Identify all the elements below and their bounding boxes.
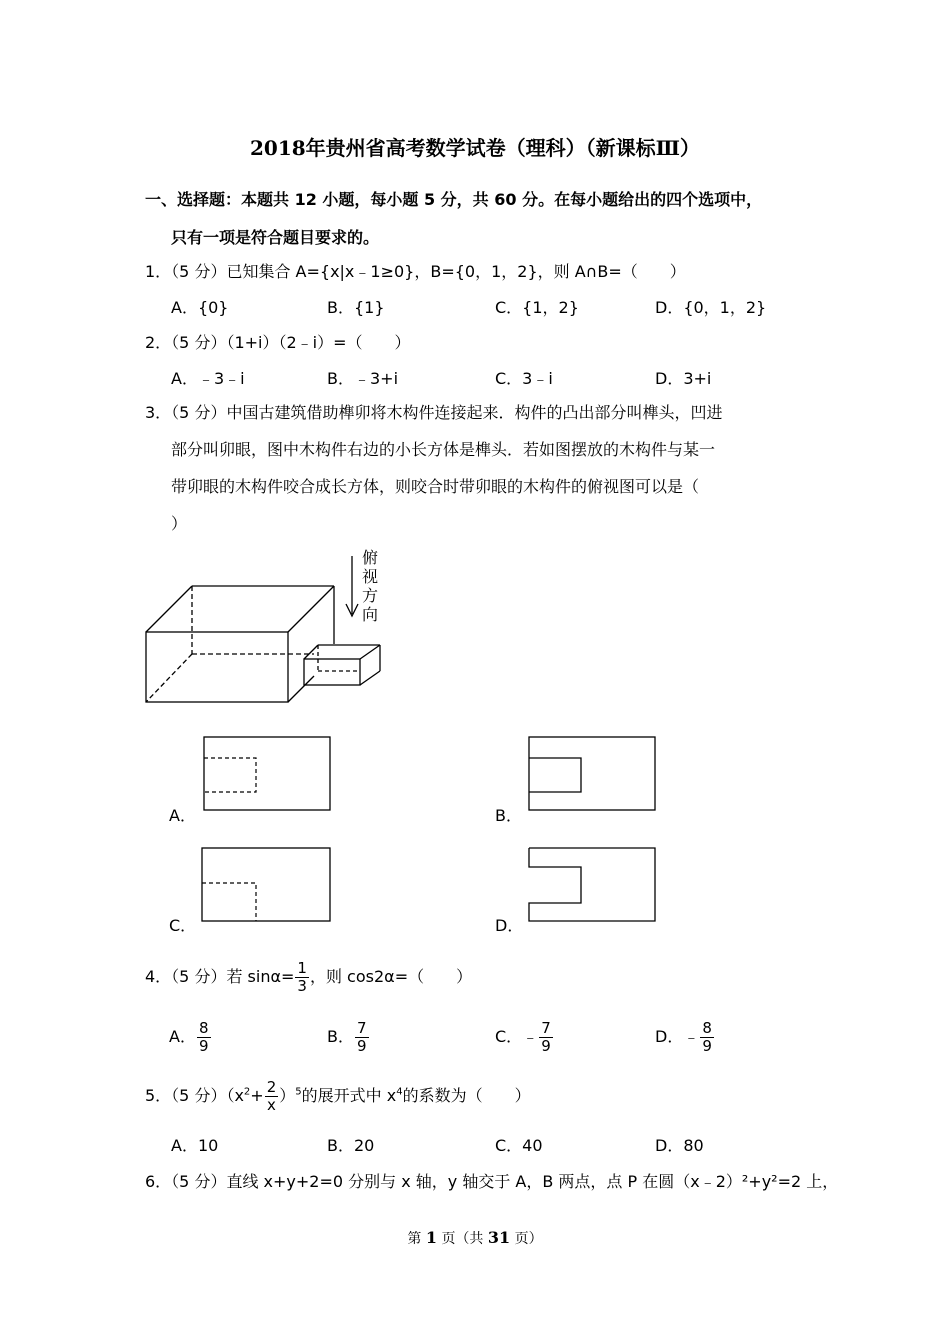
q2-option-a: A．﹣3﹣i <box>171 369 245 388</box>
q5-option-d: D．80 <box>655 1136 704 1155</box>
question-5-stem <box>145 1077 531 1115</box>
footer-mid: 页（共 <box>441 1231 484 1247</box>
q4-frac-den: 3 <box>297 977 307 995</box>
q4-option-c-den: 9 <box>541 1037 551 1055</box>
view-direction-char-1: 俯 <box>362 548 379 567</box>
q3-option-c-figure <box>198 845 334 923</box>
q1-option-d: D．{0，1，2} <box>655 298 767 317</box>
q3-option-a-label: A． <box>169 806 196 825</box>
page-footer <box>0 1228 950 1249</box>
q4-option-b-fraction <box>355 1020 369 1055</box>
q5-stem-pre: 5．（5 分）（x <box>145 1086 244 1105</box>
q4-option-b-num: 7 <box>356 1019 367 1037</box>
q5-plus: + <box>250 1086 264 1105</box>
q5-option-b: B．20 <box>327 1136 375 1155</box>
q3-option-d-label: D． <box>495 916 524 935</box>
q4-option-c <box>495 1018 554 1056</box>
question-3-line4: ） <box>171 514 188 533</box>
q4-option-d-fraction <box>700 1020 714 1055</box>
exam-title: 2018年贵州省高考数学试卷（理科）（新课标Ⅲ） <box>249 136 701 160</box>
q5-option-c: C．40 <box>495 1136 543 1155</box>
q5-frac-num: 2 <box>266 1078 277 1096</box>
q2-option-b: B．﹣3+i <box>327 369 399 388</box>
q4-option-d-den: 9 <box>702 1037 712 1055</box>
q5-option-a: A．10 <box>171 1136 219 1155</box>
q4-option-a <box>169 1018 212 1056</box>
q5-stem-mid: 的展开式中 x <box>301 1086 397 1105</box>
q4-frac-num: 1 <box>297 959 307 977</box>
q5-fraction <box>265 1079 279 1114</box>
q4-stem-post: ，则 cos2α=（ ） <box>309 967 473 986</box>
q5-power: 5 <box>295 1086 302 1098</box>
view-direction-char-4: 向 <box>362 605 379 624</box>
footer-page-number: 1 <box>425 1228 437 1247</box>
footer-total-pages: 31 <box>487 1228 511 1247</box>
q4-option-d <box>655 1018 715 1056</box>
question-6-stem: 6．（5 分）直线 x+y+2=0 分别与 x 轴，y 轴交于 A，B 两点，点 P 在圆（x﹣2）²+y²=2 上， <box>145 1172 839 1191</box>
section-heading-line2: 只有一项是符合题目要求的。 <box>171 228 380 247</box>
q4-fraction <box>295 960 309 995</box>
q4-option-d-num: 8 <box>702 1019 712 1037</box>
q4-option-c-sign: ﹣ <box>522 1027 539 1046</box>
q2-option-c: C．3﹣i <box>495 369 553 388</box>
q3-option-d-figure <box>525 845 659 923</box>
q4-option-a-fraction <box>197 1020 211 1055</box>
q5-square-exp: 2 <box>243 1086 251 1098</box>
q3-option-a-figure <box>200 734 334 814</box>
q4-option-c-num: 7 <box>541 1019 551 1037</box>
q1-option-b: B．{1} <box>327 298 385 317</box>
q3-option-b-figure <box>525 734 659 814</box>
view-direction-char-3: 方 <box>362 586 379 605</box>
question-2-stem: 2．（5 分）（1+i）（2﹣i）=（ ） <box>145 333 411 352</box>
mortise-tenon-figure <box>140 548 400 708</box>
q4-option-a-den: 9 <box>198 1037 209 1055</box>
view-direction-label <box>362 548 378 624</box>
question-3-line2: 部分叫卯眼，图中木构件右边的小长方体是榫头．若如图摆放的木构件与某一 <box>171 440 716 459</box>
q4-option-b-label: B． <box>327 1027 354 1046</box>
q5-close-paren: ） <box>279 1086 296 1105</box>
q2-option-d: D．3+i <box>655 369 712 388</box>
q4-option-a-num: 8 <box>198 1019 209 1037</box>
q1-option-a: A．{0} <box>171 298 229 317</box>
q4-option-d-sign: ﹣ <box>683 1027 700 1046</box>
question-1-stem: 1．（5 分）已知集合 A={x|x﹣1≥0}，B={0，1，2}，则 A∩B=（ ） <box>145 262 686 281</box>
q4-option-d-label: D． <box>655 1027 684 1046</box>
section-heading-line1: 一、选择题：本题共 12 小题，每小题 5 分，共 60 分。在每小题给出的四个选项中， <box>145 190 763 209</box>
q4-option-a-label: A． <box>169 1027 196 1046</box>
q4-option-c-fraction <box>539 1020 553 1055</box>
q4-option-b-den: 9 <box>356 1037 367 1055</box>
q4-stem-pre: 4．（5 分）若 sinα= <box>145 967 295 986</box>
footer-post: 页） <box>514 1231 543 1247</box>
question-3-line3: 带卯眼的木构件咬合成长方体，则咬合时带卯眼的木构件的俯视图可以是（ <box>171 477 700 496</box>
footer-pre: 第 <box>407 1231 422 1247</box>
view-direction-char-2: 视 <box>362 567 379 586</box>
q4-option-b <box>327 1018 370 1056</box>
q5-frac-den: x <box>267 1096 276 1114</box>
question-4-stem <box>145 958 472 996</box>
question-3-line1: 3．（5 分）中国古建筑借助榫卯将木构件连接起来．构件的凸出部分叫榫头，凹进 <box>145 403 723 422</box>
q5-stem-post: 的系数为（ ） <box>402 1086 531 1105</box>
q4-option-c-label: C． <box>495 1027 523 1046</box>
q1-option-c: C．{1，2} <box>495 298 579 317</box>
q3-option-b-label: B． <box>495 806 522 825</box>
q5-x-power: 4 <box>396 1086 403 1098</box>
q3-option-c-label: C． <box>169 916 197 935</box>
